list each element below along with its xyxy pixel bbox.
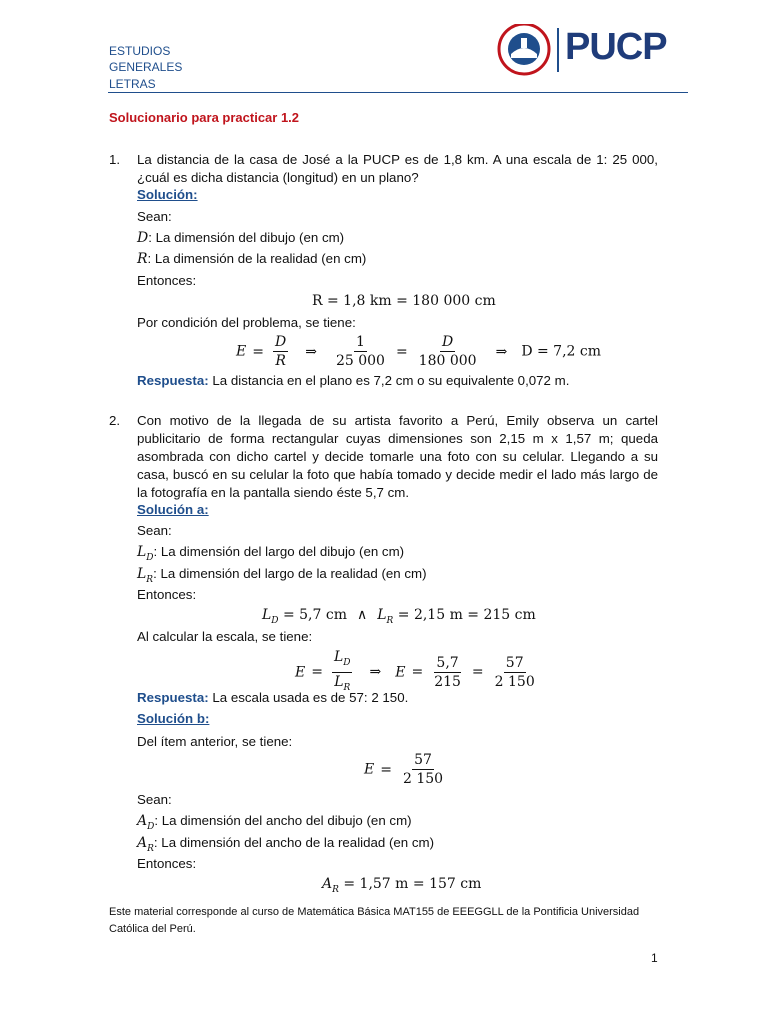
q2-def-ar: $A_R$: La dimensión del ancho de la realidad (en cm) (137, 835, 435, 854)
q1-solution-label: Solución: (137, 187, 198, 202)
fraction: $\frac{1}{25 000}$ (335, 334, 385, 369)
pucp-logo (497, 24, 697, 78)
def-d-text: : La dimensión del dibujo (en cm) (148, 230, 345, 245)
fraction: $\frac{57}{2 150}$ (402, 752, 444, 787)
q2-equation-4: $A_R = 1,57$ m = 157 cm (322, 876, 482, 895)
fraction: $\frac{D}{180 000}$ (418, 334, 477, 369)
q1-answer (137, 373, 569, 388)
page-number: 1 (651, 951, 658, 965)
q2-text: Con motivo de la llegada de su artista favorito a Perú, Emily observa un cartel publicitario de forma rectangular cuyas dimensiones son 2,15 m x 1,57 m; queda asombrada con dicho cartel y decide tomarle una foto con su celular. Llegando a su casa, buscó en su celular la foto que había tomado y decide medir el lado más largo de la fotografía en la pantalla siendo éste 5,7 cm. (137, 413, 658, 500)
q2-def-ld: $L_D$: La dimensión del largo del dibujo (en cm) (137, 544, 405, 563)
q2-calc: Al calcular la escala, se tiene: (137, 629, 313, 644)
q1-equation-1: R = 1,8 km = 180 000 cm (312, 293, 496, 309)
page-title: Solucionario para practicar 1.2 (109, 110, 300, 125)
answer-text: La distancia en el plano es 7,2 cm o su equivalente 0,072 m. (208, 373, 570, 388)
fraction: $\frac{L_D}{L_R}$ (333, 649, 351, 693)
q2-item-anterior: Del ítem anterior, se tiene: (137, 734, 293, 749)
q1-entonces: Entonces: (137, 273, 197, 288)
q2-equation-1: $L_D = 5,7$ cm ∧ $L_R = 2,15$ m = 215 cm (262, 607, 536, 626)
q2-entonces: Entonces: (137, 587, 197, 602)
dept-line-2: GENERALES (109, 60, 183, 74)
q2-def-lr: $L_R$: La dimensión del largo de la realidad (en cm) (137, 566, 427, 585)
q1-def-r (137, 251, 366, 267)
q2-solution-b-label: Solución b: (137, 711, 210, 726)
q2-sean: Sean: (137, 523, 172, 538)
eq-result: D = 7,2 cm (521, 343, 601, 360)
q1-def-d (137, 230, 344, 246)
q1-equation-2: E = $\frac{D}{R}$ ⇒ $\frac{1}{25 000}$ = $\frac{D}{180 000}$ ⇒ D = 7,2 cm (236, 334, 601, 369)
q2-answer-a: Respuesta: La escala usada es de 57: 2 150. (137, 690, 409, 705)
q1-number: 1. (109, 152, 121, 167)
fraction: $\frac{D}{R}$ (274, 334, 287, 369)
q2-entonces-2: Entonces: (137, 856, 197, 871)
q2-sean-2: Sean: (137, 792, 172, 807)
q2-number: 2. (109, 413, 121, 428)
q2-equation-3: E = $\frac{57}{2 150}$ (364, 752, 444, 787)
q2-def-ad: $A_D$: La dimensión del ancho del dibujo (en cm) (137, 813, 412, 832)
header-rule (108, 92, 688, 93)
var-d: D (137, 230, 149, 246)
q1-sean: Sean: (137, 209, 172, 224)
def-r-text: : La dimensión de la realidad (en cm) (147, 251, 367, 266)
fraction: $\frac{57}{2 150}$ (494, 654, 535, 690)
fraction: $\frac{5,7}{215}$ (434, 654, 461, 690)
var-r: R (137, 251, 148, 267)
pucp-wordmark: PUCP (565, 26, 667, 68)
q2-equation-2: E = $\frac{L_D}{L_R}$ ⇒ E = $\frac{5,7}{215}$ = $\frac{57}{2 150}$ (295, 649, 540, 696)
dept-line-3: LETRAS (109, 77, 156, 91)
q1-text: La distancia de la casa de José a la PUCP es de 1,8 km. A una escala de 1: 25 000, ¿cuál es dicha distancia (longitud) en un plano? (137, 152, 658, 185)
q2-solution-a-label: Solución a: (137, 502, 209, 517)
q1-condicion: Por condición del problema, se tiene: (137, 315, 356, 330)
dept-line-1: ESTUDIOS (109, 44, 171, 58)
footer-note: Este material corresponde al curso de Matemática Básica MAT155 de EEEGGLL de la Pontificia Universidad Católica del Perú. (109, 906, 640, 935)
answer-label: Respuesta: (137, 373, 209, 388)
eq-e: E (236, 343, 247, 360)
